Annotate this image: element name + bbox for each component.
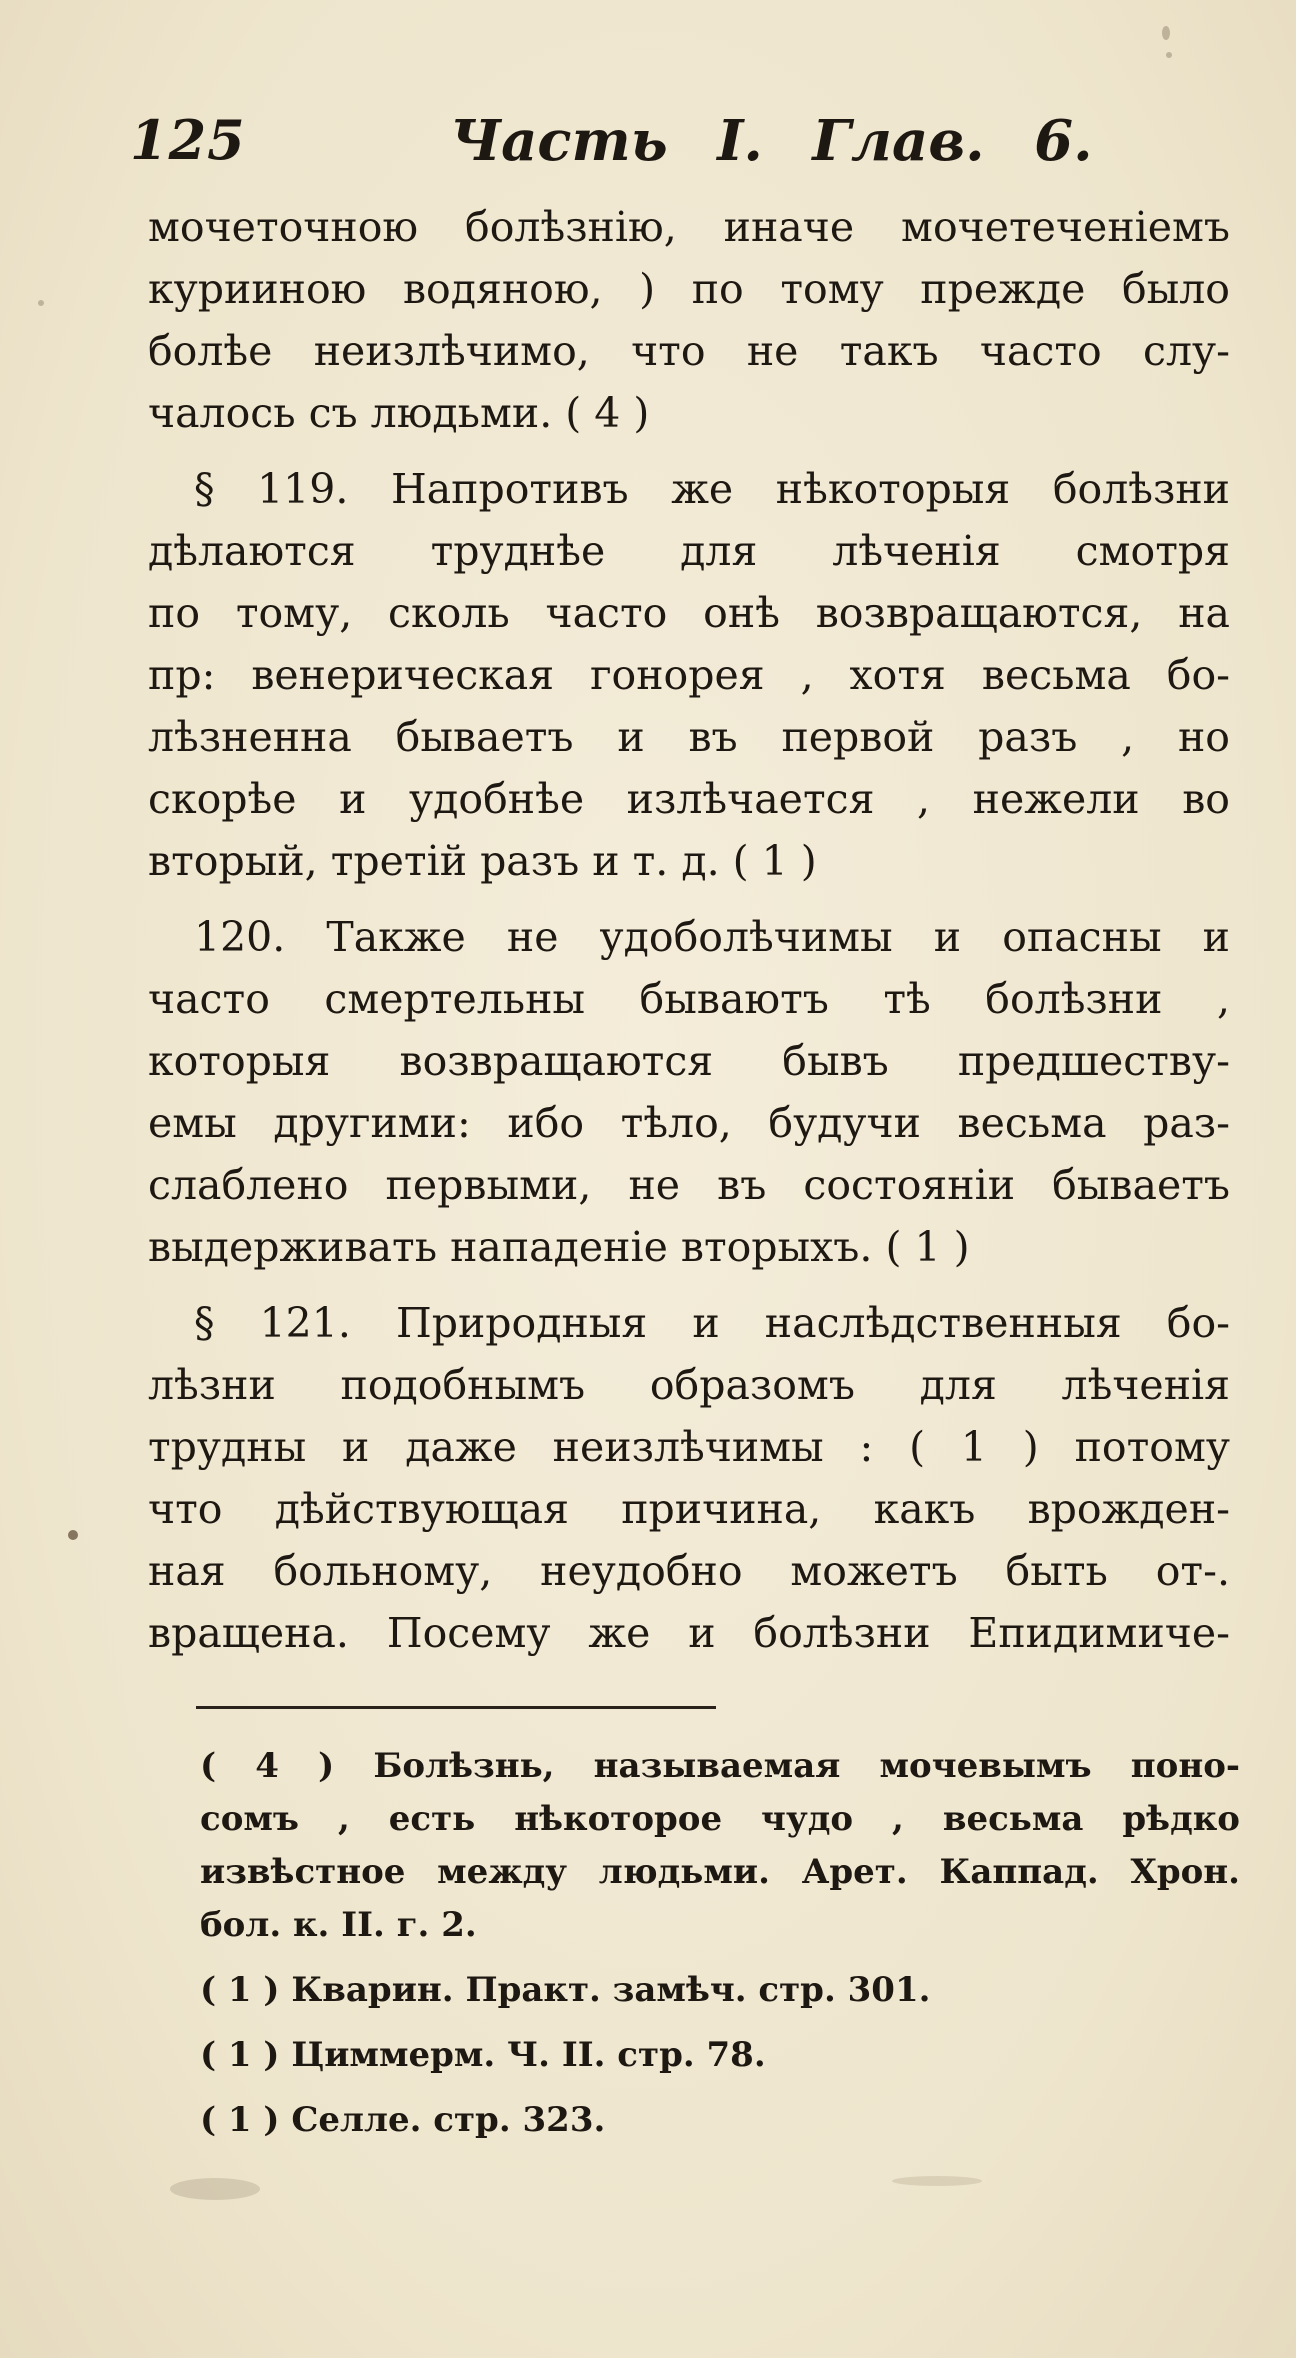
ink-speck xyxy=(1166,52,1172,58)
text-line: мочеточною болѣзнію, иначе мочетеченіемъ xyxy=(148,203,1230,251)
text-line: вторый, третій разъ и т. д. ( 1 ) xyxy=(148,837,817,885)
text-line: ная больному, неудобно можетъ быть от-. xyxy=(148,1547,1230,1595)
text-line: скорѣе и удобнѣе излѣчается , нежели во xyxy=(148,775,1230,823)
footnotes xyxy=(200,1740,1240,2159)
text-line: чалось съ людьми. ( 4 ) xyxy=(148,389,650,437)
footnote-line: извѣстное между людьми. Арет. Каппад. Хрон. xyxy=(200,1852,1240,1892)
running-head: Часть I. Глав. 6. xyxy=(450,108,1093,174)
footnote-line: ( 1 ) Циммерм. Ч. II. стр. 78. xyxy=(200,2035,766,2075)
footnote-4 xyxy=(200,1740,1240,1952)
text-line: лѣзни подобнымъ образомъ для лѣченія xyxy=(148,1361,1230,1409)
text-line: по тому, сколь часто онѣ возвращаются, на xyxy=(148,589,1230,637)
paragraph-120 xyxy=(148,906,1230,1278)
footnote-line: ( 1 ) Кварин. Практ. замѣч. стр. 301. xyxy=(200,1970,931,2010)
text-line: дѣлаются труднѣе для лѣченія смотря xyxy=(148,527,1230,575)
paragraph-119 xyxy=(148,458,1230,892)
text-line: которыя возвращаются бывъ предшеству- xyxy=(148,1037,1230,1085)
paragraph-121 xyxy=(148,1292,1230,1664)
text-line: курииною водяною, ) по тому прежде было xyxy=(148,265,1230,313)
text-line: выдерживать нападеніе вторыхъ. ( 1 ) xyxy=(148,1223,970,1271)
footnote-line: ( 4 ) Болѣзнь, называемая мочевымъ поно- xyxy=(200,1746,1240,1786)
ink-speck xyxy=(170,2178,260,2200)
footnote-1-quarin xyxy=(200,1964,1240,2017)
text-line: болѣе неизлѣчимо, что не такъ часто слу- xyxy=(148,327,1230,375)
text-line: § 121. Природныя и наслѣдственныя бо- xyxy=(194,1299,1230,1347)
text-line: вращена. Посему же и болѣзни Епидимиче- xyxy=(148,1609,1230,1657)
footnote-line: бол. к. II. г. 2. xyxy=(200,1905,477,1945)
body-text xyxy=(148,196,1230,1678)
text-line: слаблено первыми, не въ состояніи бываетъ xyxy=(148,1161,1230,1209)
text-line: пр: венерическая гонорея , хотя весьма бо- xyxy=(148,651,1230,699)
ink-speck xyxy=(38,300,44,306)
text-line: часто смертельны бываютъ тѣ болѣзни , xyxy=(148,975,1230,1023)
text-line: § 119. Напротивъ же нѣкоторыя болѣзни xyxy=(194,465,1230,513)
footnote-line: сомъ , есть нѣкоторое чудо , весьма рѣдко xyxy=(200,1799,1240,1839)
footnote-1-zimmermann xyxy=(200,2029,1240,2082)
footnote-line: ( 1 ) Селле. стр. 323. xyxy=(200,2100,606,2140)
footnote-divider xyxy=(196,1706,716,1709)
text-line: емы другими: ибо тѣло, будучи весьма раз- xyxy=(148,1099,1230,1147)
ink-speck xyxy=(892,2176,982,2186)
ink-speck xyxy=(1162,26,1170,40)
page-header xyxy=(130,108,1190,188)
footnote-1-selle xyxy=(200,2094,1240,2147)
ink-speck xyxy=(68,1530,78,1540)
text-line: трудны и даже неизлѣчимы : ( 1 ) потому xyxy=(148,1423,1230,1471)
paragraph-1 xyxy=(148,196,1230,444)
text-line: лѣзненна бываетъ и въ первой разъ , но xyxy=(148,713,1230,761)
page-number: 125 xyxy=(130,108,246,172)
text-line: что дѣйствующая причина, какъ врожден- xyxy=(148,1485,1230,1533)
text-line: 120. Также не удоболѣчимы и опасны и xyxy=(194,913,1230,961)
